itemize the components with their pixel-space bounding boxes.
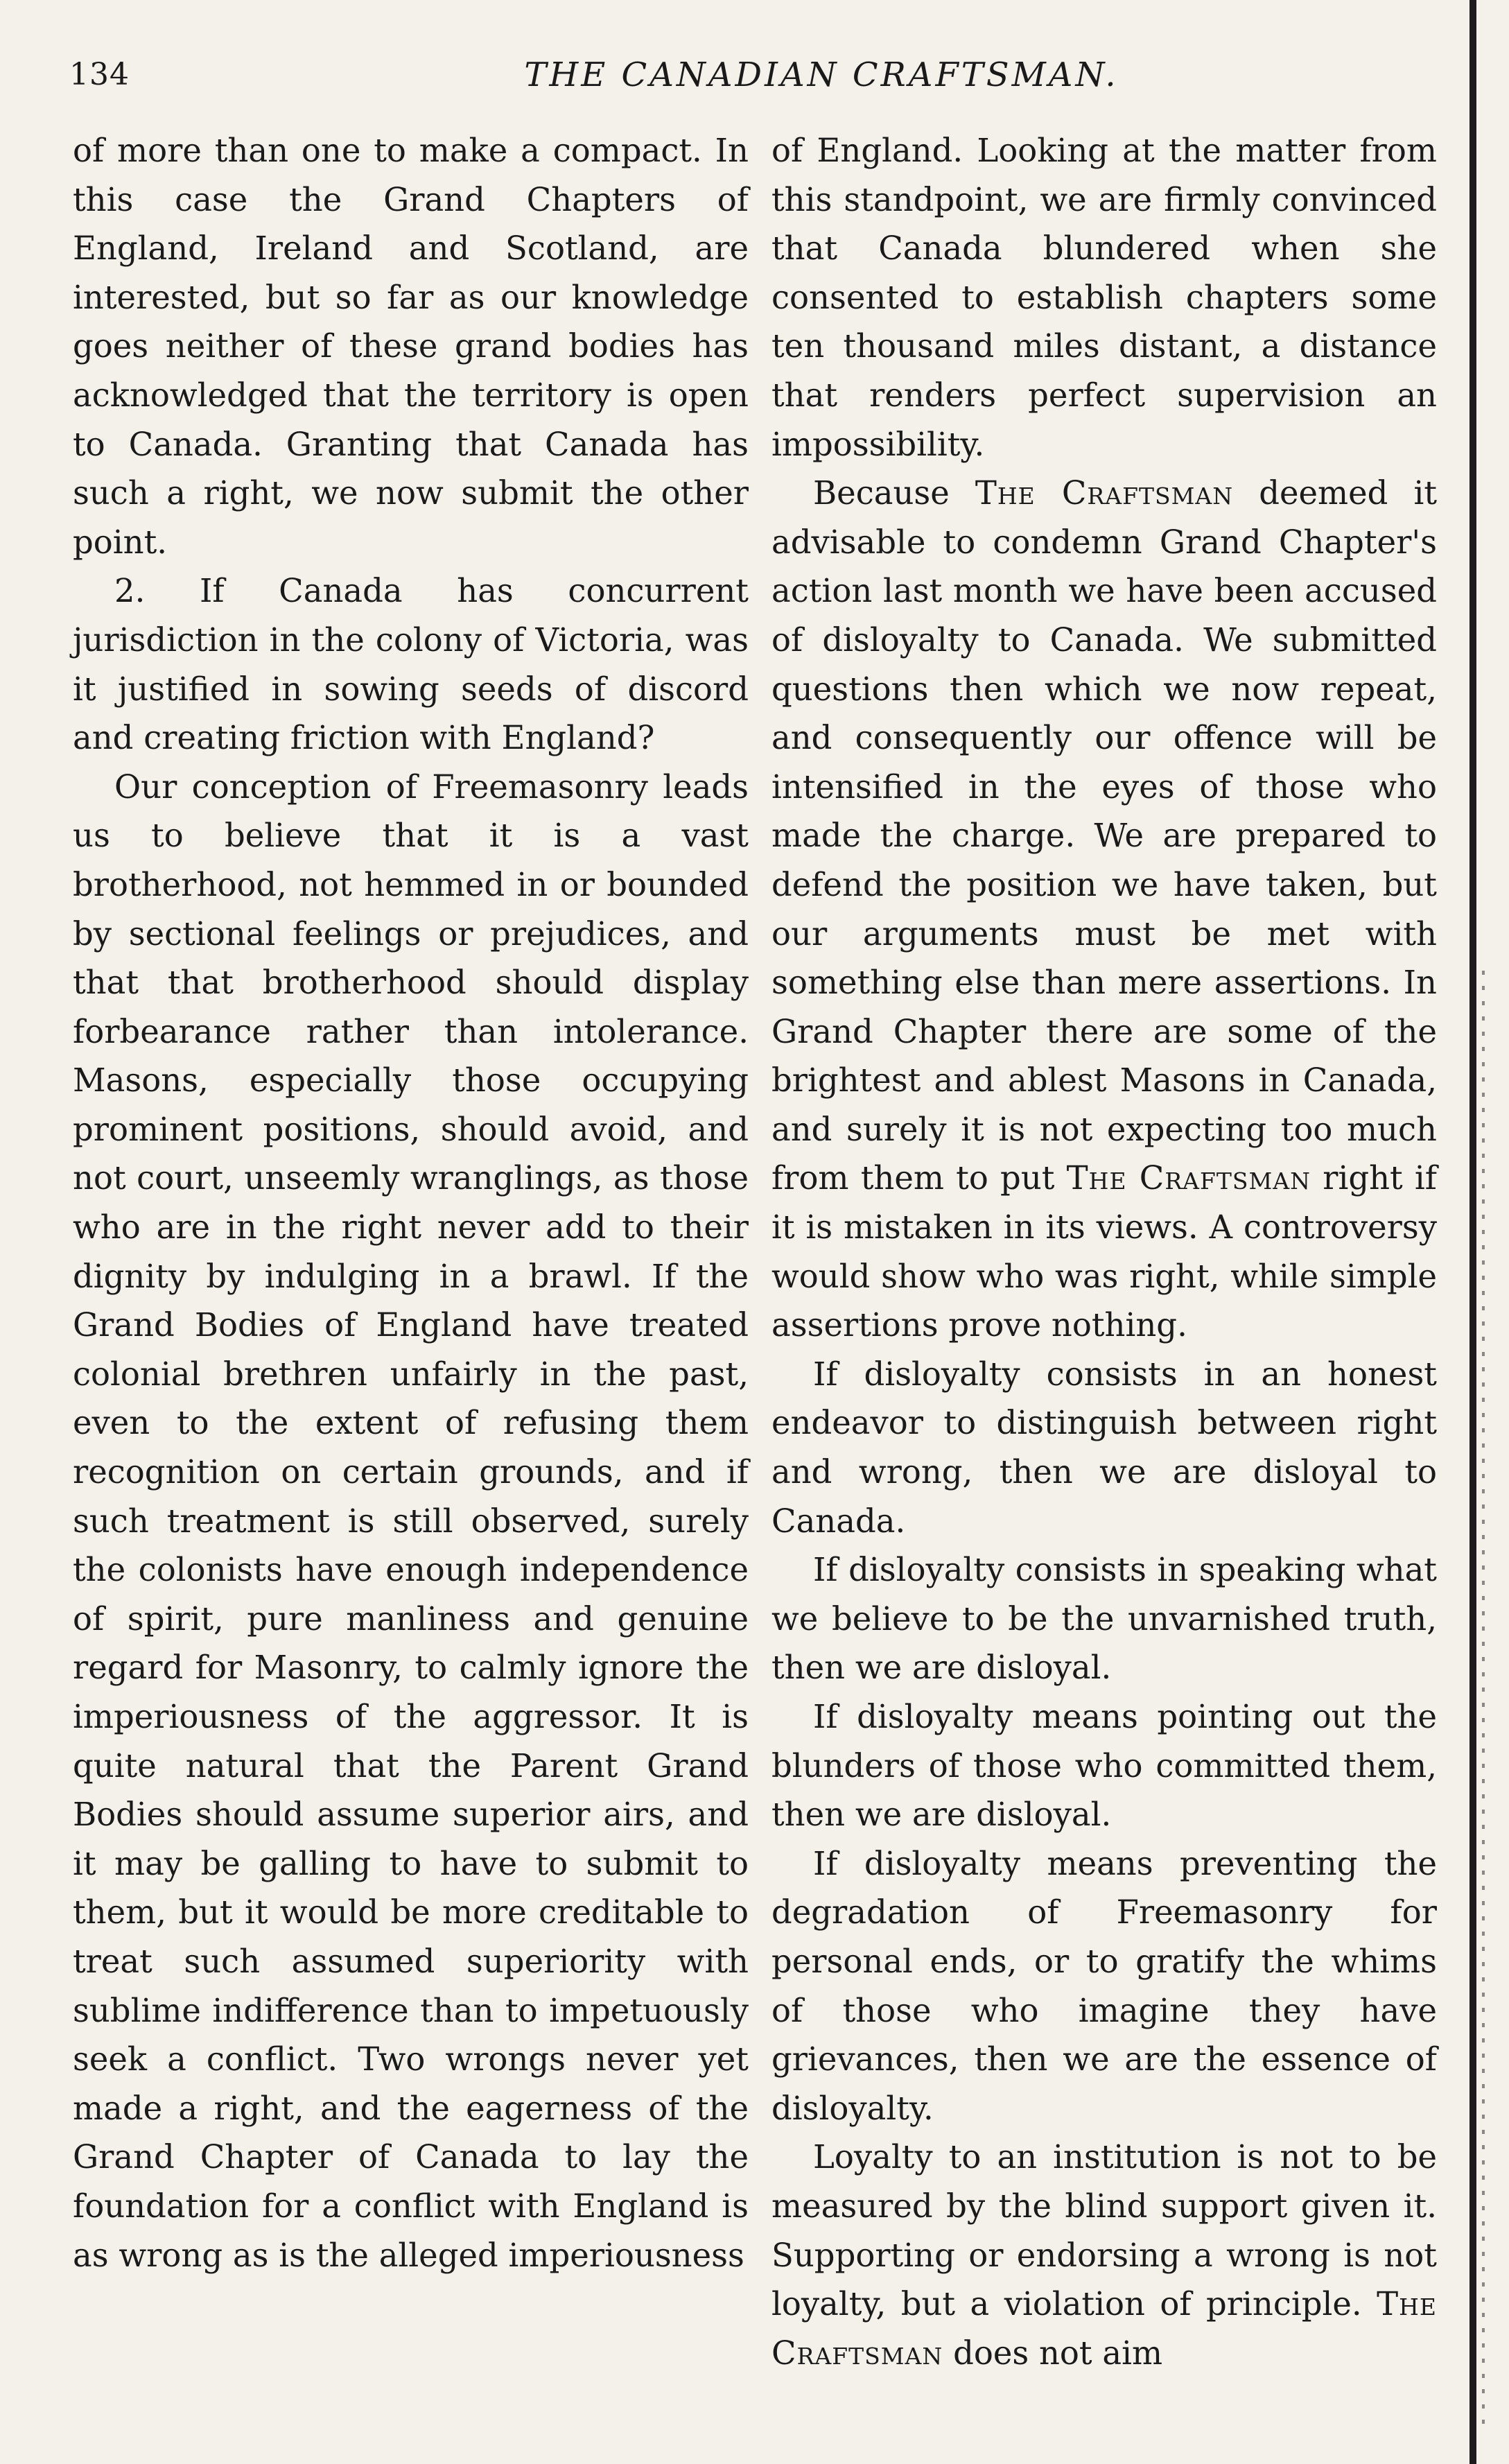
right-paragraph-4: If disloyalty consists in speaking what we believe to be the unvarnished truth, then we are disloyal. bbox=[771, 1551, 1437, 1687]
left-column bbox=[73, 126, 749, 2414]
craftsman-name: The Craftsman bbox=[771, 2285, 1437, 2372]
p2-text-a: deemed it advisable to condemn Grand Chapter's action last month we have been accused of disloyalty to Canada. We submitted questions then which we now repeat, and consequently our offence will be intensified in the eyes of those who made the charge. We are prepared to defend the position we have taken, but our arguments must be met with something else than mere assertions. In Grand Chapter there are some of the brightest and ablest Masons in Canada, and surely it is not expecting too much from them to put bbox=[771, 474, 1438, 1197]
left-paragraph-3: Our conception of Freemasonry leads us to believe that it is a vast brotherhood, not hemmed in or bounded by sectional feelings or prejudices, and that that brotherhood should display forbearance rather than intolerance. Masons, especially those occupying prominent positions, should avoid, and not court, unseemly wranglings, as those who are in the right never add to their dignity by indulging in a brawl. If the Grand Bodies of England have treated colonial brethren unfairly in the past, even to the extent of refusing them recognition on certain grounds, and if such treatment is still observed, surely the colonists have enough independence of spirit, pure manliness and genuine regard for Masonry, to calmly ignore the imperiousness of the aggressor. It is quite natural that the Parent Grand Bodies should assume superior airs, and it may be galling to have to submit to them, but it would be more creditable to treat such assumed superiority with sublime indifference than to impetuously seek a conflict. Two wrongs never yet made a right, and the eagerness of the Grand Chapter of Canada to lay the foundation for a conflict with England is as wrong as is the alleged imperiousness bbox=[73, 767, 749, 2274]
running-title: THE CANADIAN CRAFTSMAN. bbox=[524, 55, 1119, 94]
craftsman-name: The Craftsman bbox=[1066, 1159, 1311, 1197]
right-paragraph-6: If disloyalty means preventing the degradation of Freemasonry for personal ends, or to gratify the whims of those who imagine they have grievances, then we are the essence of disloyalty. bbox=[771, 1844, 1437, 2127]
right-paragraph-7 bbox=[771, 2133, 1437, 2377]
p2-text-b: right if it is mistaken in its views. A controversy would show who was right, while simple assertions prove nothing. bbox=[771, 1159, 1438, 1344]
right-column bbox=[771, 126, 1437, 2414]
page-header bbox=[69, 54, 1428, 103]
right-paragraph-5: If disloyalty means pointing out the blunders of those who committed them, then we are disloyal. bbox=[771, 1698, 1437, 1834]
page-edge-shadow bbox=[1482, 971, 1485, 2427]
p7-text-b: does not aim bbox=[953, 2334, 1163, 2372]
p7-text-a: Loyalty to an institution is not to be measured by the blind support given it. Supporting or endorsing a wrong is not loyalty, but a violation of principle. bbox=[771, 2138, 1437, 2323]
left-paragraph-1: of more than one to make a compact. In this case the Grand Chapters of England, Ireland and Scotland, are interested, but so far as our knowledge goes neither of these grand bodies has acknowledged that the territory is open to Canada. Granting that Canada has such a right, we now submit the other point. bbox=[73, 132, 749, 561]
right-paragraph-2 bbox=[771, 469, 1437, 1350]
left-paragraph-2: 2. If Canada has concurrent jurisdiction in the colony of Victoria, was it justified in sowing seeds of discord and creating friction with England? bbox=[73, 572, 749, 757]
craftsman-name: The Craftsman bbox=[975, 474, 1234, 512]
right-paragraph-1: of England. Looking at the matter from this standpoint, we are firmly convinced that Canada blundered when she consented to establish chapters some ten thousand miles distant, a distance that renders perfect supervision an impossibility. bbox=[771, 132, 1437, 463]
page-number: 134 bbox=[69, 57, 130, 92]
p2-prefix: Because bbox=[813, 474, 950, 512]
right-paragraph-3: If disloyalty consists in an honest endeavor to distinguish between right and wrong, then we are disloyal to Canada. bbox=[771, 1355, 1437, 1540]
page-edge-rule bbox=[1469, 0, 1476, 2464]
